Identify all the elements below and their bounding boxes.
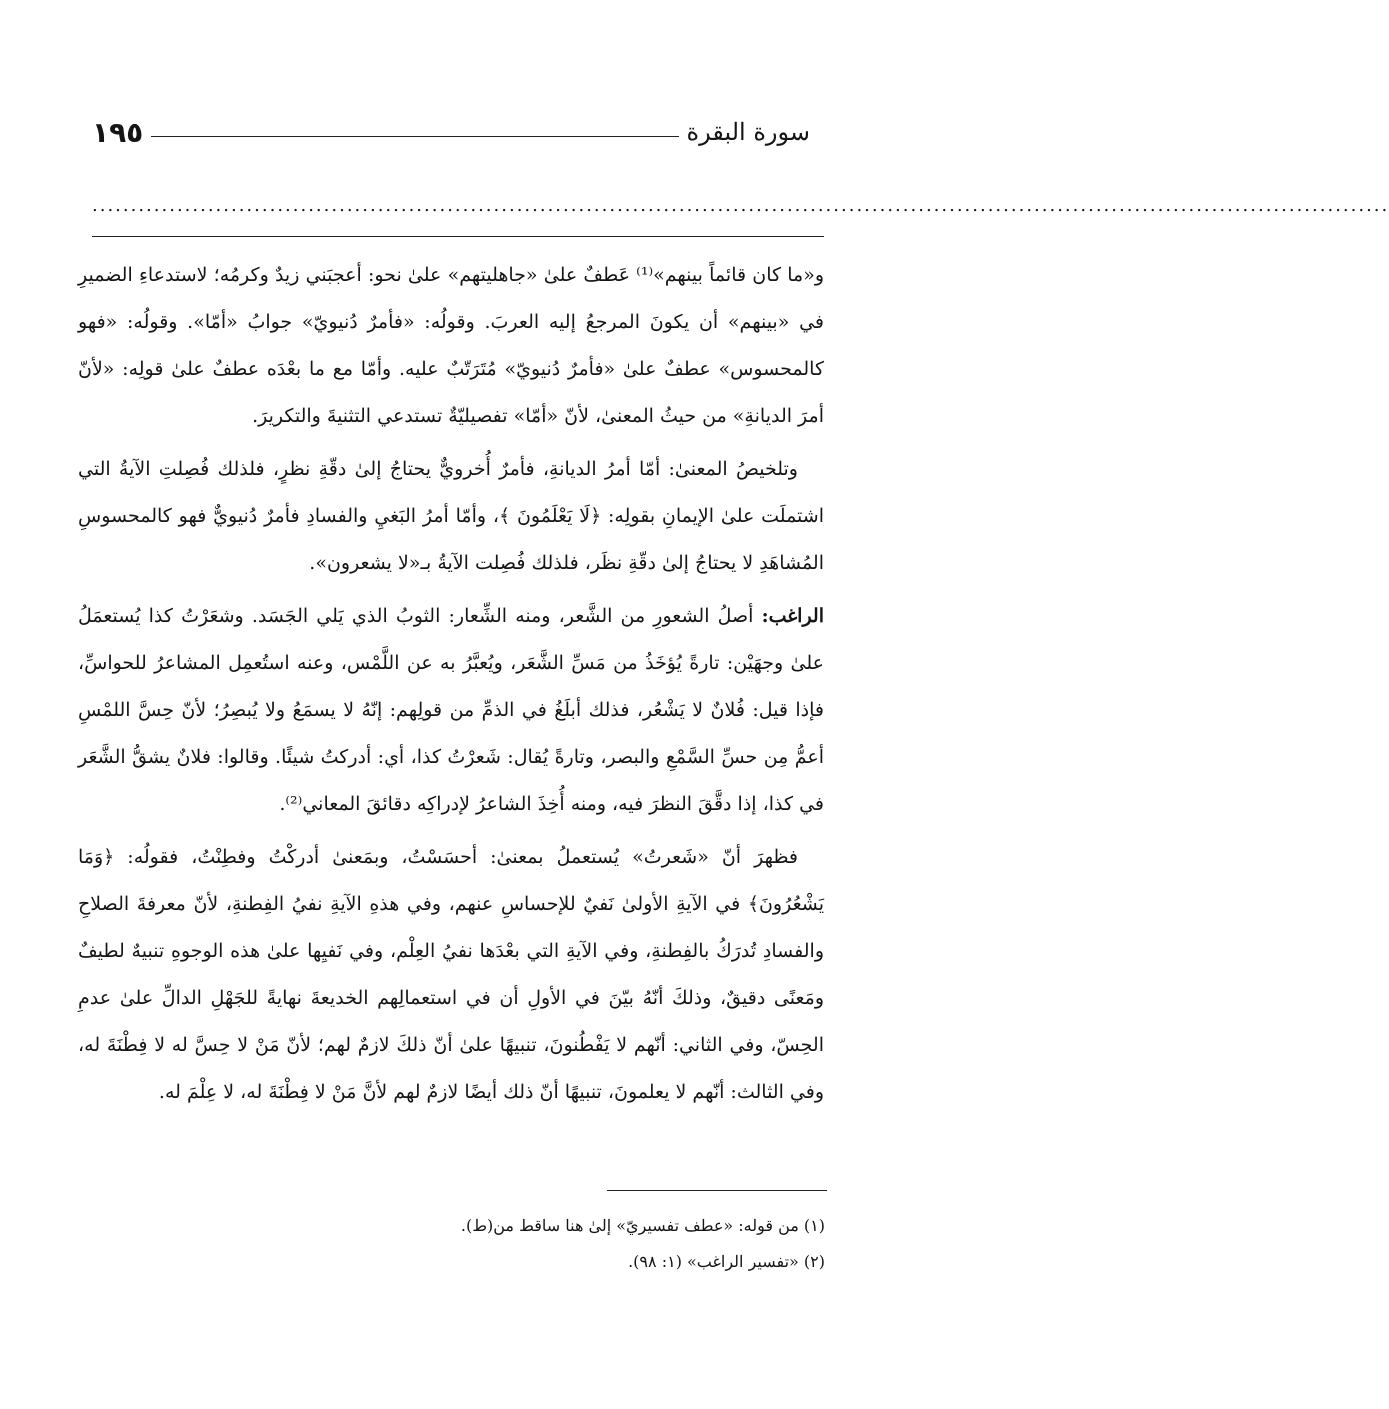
page-number: ١٩٥	[92, 115, 144, 149]
header-rule	[151, 136, 678, 137]
footnote-1: (١) من قوله: «عطف تفسيريّ» إلىٰ هنا ساقط من(ط).	[460, 1216, 825, 1235]
running-header	[92, 112, 810, 152]
paragraph-4: فظهرَ أنّ «شَعرتُ» يُستعملُ بمعنىٰ: أحسَسْتُ، وبمَعنىٰ أدركْتُ وفطِنْتُ، فقولُه: ﴿وَمَا يَشْعُرُونَ﴾ في الآيةِ الأولىٰ نَفيٌ للإحساسِ عنهم، وفي هذهِ الآيةِ نفيُ الفِطنةِ، لأنّ معرفةَ الصلاحِ والفسادِ تُدرَكُ بالفِطنةِ، وفي الآيةِ التي بعْدَها نفيُ العِلْم، وفي نَفيِها علىٰ هذه الوجوهِ تنبيهٌ لطيفٌ ومَعنًى دقيقٌ، وذلكَ أنّهُ بيّنَ في الأولِ أن في استعمالِهم الخديعةَ نهايةً للجَهْلِ الدالِّ علىٰ عدمِ الحِسّ، وفي الثاني: أنّهم لا يَفْطُنونَ، تنبيهًا علىٰ أنّ ذلكَ لازمٌ لهم؛ لأنّ مَنْ لا حِسَّ له لا فِطْنَةَ له، وفي الثالث: أنّهم لا يعلمونَ، تنبيهًا أنّ ذلك أيضًا لازمٌ لهم لأنَّ مَنْ لا فِطْنَةَ له، لا عِلْمَ له.	[78, 846, 824, 1103]
paragraph-3-text: أصلُ الشعورِ من الشَّعر، ومنه الشِّعار: الثوبُ الذي يَلي الجَسَد. وشعَرْتُ كذا يُستعمَلُ علىٰ وجهَيْن: تارةً يُؤخَذُ من مَسِّ الشَّعَر، ويُعبَّرُ به عن اللَّمْس، وعنه استُعمِل المشاعرُ للحواسِّ، فإذا قيل: فُلانٌ لا يَشْعُر، فذلك أبلَغُ في الذمِّ من قولِهم: إنّهُ لا يسمَعُ ولا يُبصِرُ؛ لأنّ حِسَّ اللمْسِ أعمُّ مِن حسِّ السَّمْعِ والبصر، وتارةً يُقال: شَعرْتُ كذا، أي: أدركتُ شيئًا. وقالوا: فلانٌ يشقُّ الشَّعَر في كذا، إذا دقَّقَ النظرَ فيه، ومنه أُخِذَ الشاعرُ لإدراكِه دقائقَ المعاني⁽²⁾.	[78, 605, 824, 815]
body-text	[78, 252, 824, 1122]
footnotes	[79, 1208, 825, 1280]
paragraph-3	[78, 593, 824, 828]
surah-name: سورة البقرة	[686, 118, 810, 146]
footnote-rule	[607, 1190, 827, 1191]
paragraph-2: وتلخيصُ المعنىٰ: أمّا أمرُ الديانةِ، فأمرٌ أُخرويٌّ يحتاجُ إلىٰ دقّةِ نظرٍ، فلذلك فُصِلتِ الآيةُ التي اشتملَت علىٰ الإيمانِ بقولِه: ﴿لَا يَعْلَمُونَ ﴾، وأمّا أمرُ البَغيِ والفسادِ فأمرٌ دُنيويٌّ فهو كالمحسوسِ المُشاهَدِ لا يحتاجُ إلىٰ دقّةِ نظَر، فلذلك فُصِلت الآيةُ بـ«لا يشعرون».	[78, 458, 824, 574]
dotted-divider: ........................................................................................................................................................................	[92, 195, 1389, 216]
footnote-2: (٢) «تفسير الراغب» (١: ٩٨).	[628, 1252, 825, 1271]
top-rule	[92, 236, 824, 237]
paragraph-3-lead: الراغب:	[761, 605, 824, 627]
paragraph-1: و«ما كان قائماً بينهم»⁽¹⁾ عَطفٌ علىٰ «جاهليتهم» علىٰ نحو: أعجبَني زيدٌ وكرمُه؛ لاستدعاءِ الضميرِ في «بينهم» أن يكونَ المرجعُ إليه العربَ. وقولُه: «فأمرٌ دُنيويّ» جوابُ «أمّا». وقولُه: «فهو كالمحسوس» عطفٌ علىٰ «فأمرٌ دُنيويّ» مُتَرَتّبٌ عليه. وأمّا مع ما بعْدَه عطفٌ علىٰ قولِه: «لأنّ أمرَ الديانةِ» من حيثُ المعنىٰ، لأنّ «أمّا» تفصيليّةٌ تستدعي التثنيةَ والتكريرَ.	[78, 264, 825, 427]
